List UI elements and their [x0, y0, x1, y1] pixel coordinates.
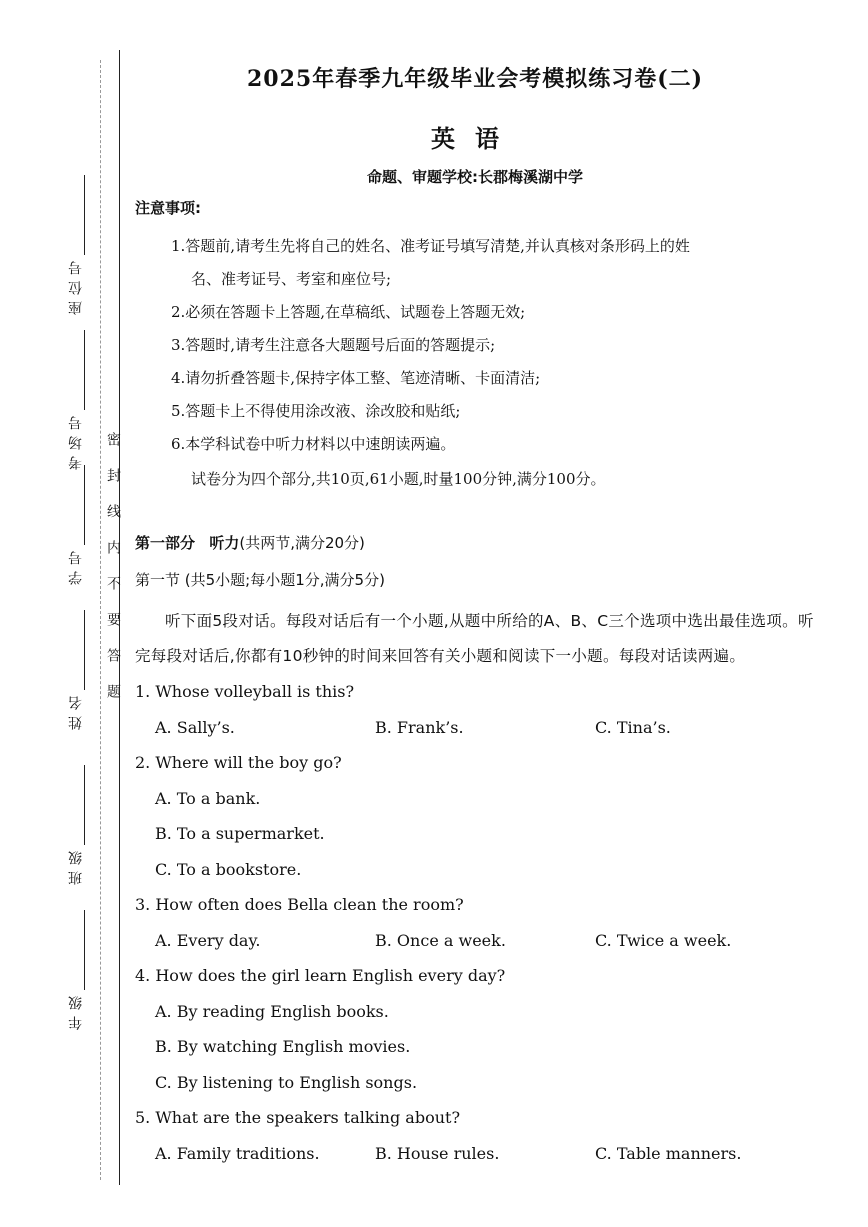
- answer-option: B. Frank’s.: [375, 717, 464, 737]
- notice-item: 1.答题前,请考生先将自己的姓名、准考证号填写清楚,并认真核对条形码上的姓: [171, 237, 690, 255]
- option-group: [135, 710, 815, 746]
- answer-option: A. Every day.: [155, 930, 261, 950]
- margin-field-label: 姓名: [68, 690, 84, 730]
- answer-option: C. To a bookstore.: [155, 859, 302, 879]
- answer-option: C. By listening to English songs.: [155, 1072, 418, 1092]
- fold-dash-line: [100, 60, 101, 1180]
- margin-field: [56, 610, 96, 730]
- margin-field-blank[interactable]: [84, 910, 85, 990]
- question: [135, 958, 815, 1100]
- option-group: [135, 994, 815, 1101]
- question-stem: 4. How does the girl learn English every day?: [135, 966, 506, 985]
- part-one-title: 听力: [209, 534, 240, 552]
- subject-title: 英语: [431, 124, 519, 153]
- answer-option: C. Tina’s.: [595, 717, 671, 737]
- section-one-heading: 第一节 (共5小题;每小题1分,满分5分): [135, 571, 385, 589]
- notice-item: 5.答题卡上不得使用涂改液、涂改胶和贴纸;: [171, 402, 461, 420]
- question-stem: 5. What are the speakers talking about?: [135, 1108, 461, 1127]
- part-one-detail: (共两节,满分20分): [239, 534, 365, 552]
- question-list: [135, 674, 815, 1171]
- answer-option: B. To a supermarket.: [155, 824, 325, 843]
- margin-field-blank[interactable]: [84, 610, 85, 690]
- margin-field: [56, 330, 96, 470]
- margin-field-blank[interactable]: [84, 765, 85, 845]
- answer-option: C. Table manners.: [595, 1143, 742, 1163]
- option-group: [135, 781, 815, 888]
- answer-option: A. Family traditions.: [155, 1143, 320, 1163]
- question-stem: 2. Where will the boy go?: [135, 753, 342, 772]
- question-stem: 1. Whose volleyball is this?: [135, 682, 355, 701]
- margin-field: [56, 910, 96, 1030]
- notice-heading: 注意事项:: [135, 199, 201, 217]
- exam-title: 2025年春季九年级毕业会考模拟练习卷(二): [246, 66, 704, 92]
- notice-list: [171, 230, 815, 461]
- answer-option: B. By watching English movies.: [155, 1037, 411, 1056]
- margin-field-blank[interactable]: [84, 175, 85, 255]
- margin-field-label: 考场号: [68, 410, 84, 470]
- exam-summary: 试卷分为四个部分,共10页,61小题,时量100分钟,满分100分。: [191, 470, 606, 488]
- answer-option: B. House rules.: [375, 1143, 500, 1163]
- margin-field-label: 学号: [68, 545, 84, 585]
- answer-option: A. Sally’s.: [155, 717, 235, 737]
- answer-option: A. By reading English books.: [155, 1001, 389, 1021]
- margin-field: [56, 765, 96, 885]
- margin-field-label: 年级: [68, 990, 84, 1030]
- setter-school: 命题、审题学校:长郡梅溪湖中学: [366, 168, 583, 186]
- question: [135, 887, 815, 958]
- part-one-heading: [135, 532, 815, 553]
- notice-item: 6.本学科试卷中听力材料以中速朗读两遍。: [171, 435, 456, 453]
- notice-item: 2.必须在答题卡上答题,在草稿纸、试题卷上答题无效;: [171, 303, 526, 321]
- margin-field-blank[interactable]: [84, 465, 85, 545]
- margin-field-label: 座位号: [68, 255, 84, 315]
- seal-line-notice: 密封线内不要答题: [105, 432, 121, 720]
- question-stem: 3. How often does Bella clean the room?: [135, 895, 464, 914]
- margin-field: [56, 465, 96, 585]
- notice-item: 4.请勿折叠答题卡,保持字体工整、笔迹清晰、卡面清洁;: [171, 369, 541, 387]
- listening-directions: 听下面5段对话。每段对话后有一个小题,从题中所给的A、B、C三个选项中选出最佳选项。听完每段对话后,你都有10秒钟的时间来回答有关小题和阅读下一小题。每段对话读两遍。: [135, 612, 814, 665]
- exam-page-content: [135, 60, 815, 1171]
- question: [135, 1100, 815, 1171]
- margin-field-label: 班级: [68, 845, 84, 885]
- answer-option: A. To a bank.: [155, 788, 261, 808]
- option-group: [135, 1136, 815, 1172]
- notice-item: 3.答题时,请考生注意各大题题号后面的答题提示;: [171, 336, 496, 354]
- part-one-label: 第一部分: [135, 534, 196, 552]
- margin-field: [56, 175, 96, 315]
- answer-option: B. Once a week.: [375, 930, 506, 950]
- notice-item: 名、准考证号、考室和座位号;: [191, 270, 392, 288]
- question: [135, 745, 815, 887]
- answer-option: C. Twice a week.: [595, 930, 732, 950]
- margin-field-blank[interactable]: [84, 330, 85, 410]
- question: [135, 674, 815, 745]
- option-group: [135, 923, 815, 959]
